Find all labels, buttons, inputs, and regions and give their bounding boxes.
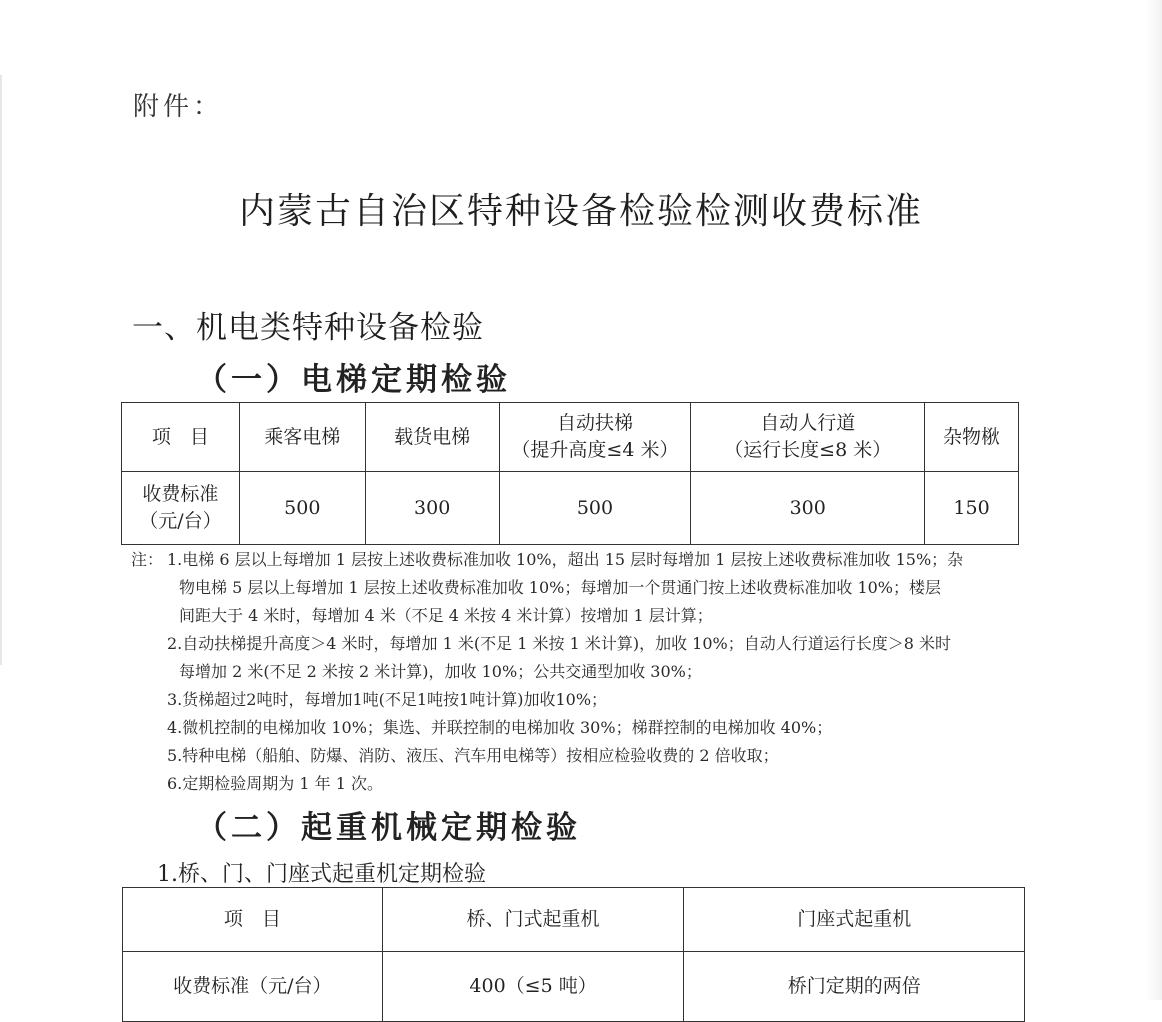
- scan-left-edge: [0, 75, 2, 665]
- header-cell-subline: （提升高度≤4 米）: [511, 439, 679, 461]
- fee-value-cell: 桥门定期的两倍: [684, 952, 1025, 1022]
- row-label-line: 收费标准: [142, 483, 219, 506]
- fee-value-cell: 400（≤5 吨）: [382, 952, 684, 1022]
- header-cell-line: 自动扶梯: [556, 412, 633, 435]
- section-heading: 一、机电类特种设备检验: [132, 310, 484, 346]
- fee-value-cell: 500: [239, 472, 365, 545]
- note-line: 5.特种电梯（船舶、防爆、消防、液压、汽车用电梯等）按相应检验收费的 2 倍收取；: [167, 746, 779, 765]
- table-header-cell: 桥、门式起重机: [382, 888, 684, 952]
- note-line: 4.微机控制的电梯加收 10%；集选、并联控制的电梯加收 30%；梯群控制的电梯加收 40%；: [167, 718, 833, 737]
- elevator-fee-table: [121, 402, 1019, 545]
- note-line: 3.货梯超过2吨时，每增加1吨(不足1吨按1吨计算)加收10%；: [167, 690, 608, 709]
- table-row: [122, 472, 1019, 545]
- note-line: 6.定期检验周期为 1 年 1 次。: [167, 774, 383, 793]
- fee-value-cell: 500: [499, 472, 691, 545]
- attachment-label: 附件：: [133, 92, 224, 122]
- row-label-line: （元/台）: [139, 510, 222, 532]
- note-line: 间距大于 4 米时，每增加 4 米（不足 4 米按 4 米计算）按增加 1 层计算；: [179, 606, 713, 625]
- table-header-row: [123, 888, 1025, 952]
- fee-value-cell: 300: [365, 472, 499, 545]
- table-header-cell: 项 目: [122, 403, 240, 472]
- note-line: [131, 546, 1031, 574]
- fee-value-cell: 150: [925, 472, 1019, 545]
- table-row: [123, 952, 1025, 1022]
- table-header-cell: [499, 403, 691, 472]
- row-label-cell: 收费标准（元/台）: [123, 952, 383, 1022]
- row-label-cell: [122, 472, 240, 545]
- note-text: 1.电梯 6 层以上每增加 1 层按上述收费标准加收 10%，超出 15 层时每增加 1 层按上述收费标准加收 15%；杂: [167, 550, 964, 569]
- table-header-cell: 门座式起重机: [684, 888, 1025, 952]
- note-line: 2.自动扶梯提升高度＞4 米时，每增加 1 米(不足 1 米按 1 米计算)，加收 10%；自动人行道运行长度＞8 米时: [167, 634, 951, 653]
- subsection-heading-elevator: （一）电梯定期检验: [196, 362, 511, 398]
- notes-block: [131, 546, 1031, 798]
- table-header-cell: 杂物梑: [925, 403, 1019, 472]
- note-line: 每增加 2 米(不足 2 米按 2 米计算)，加收 10%；公共交通型加收 30%；: [179, 662, 702, 681]
- table-header-cell: 乘客电梯: [239, 403, 365, 472]
- header-cell-subline: （运行长度≤8 米）: [724, 439, 892, 461]
- table-header-cell: 项 目: [123, 888, 383, 952]
- notes-lead: 注：: [131, 550, 164, 569]
- note-line: 物电梯 5 层以上每增加 1 层按上述收费标准加收 10%；每增加一个贯通门按上述收费标准加收 10%；楼层: [179, 578, 942, 597]
- subsection-heading-crane: （二）起重机械定期检验: [196, 810, 581, 846]
- table-header-cell: 载货电梯: [365, 403, 499, 472]
- scan-edge-shadow: [1146, 0, 1162, 1000]
- header-cell-line: 自动人行道: [760, 412, 856, 435]
- table-header-cell: [691, 403, 925, 472]
- fee-value-cell: 300: [691, 472, 925, 545]
- crane-fee-table: [122, 887, 1025, 1022]
- sub-subsection-heading: 1.桥、门、门座式起重机定期检验: [157, 862, 486, 887]
- table-header-row: [122, 403, 1019, 472]
- page-title: 内蒙古自治区特种设备检验检测收费标准: [238, 191, 923, 232]
